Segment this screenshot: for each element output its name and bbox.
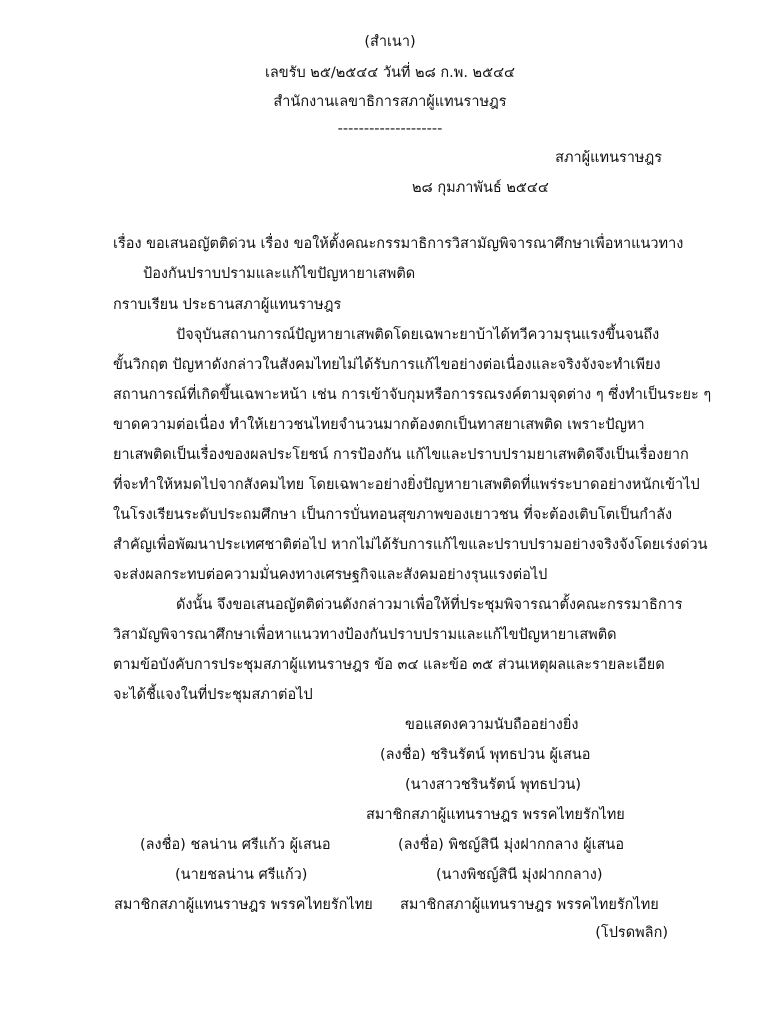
signatory-name: (นายชลน่าน ศรีแก้ว)	[175, 867, 308, 883]
paragraph-1-line: สำคัญเพื่อพัฒนาประเทศชาติต่อไป หากไม่ได้รับการแก้ไขและปราบปรามอย่างจริงจังโดยเร่งด่วน	[113, 537, 708, 553]
paragraph-1-line: ยาเสพติดเป็นเรื่องของผลประโยชน์ การป้องกัน แก้ไขและปราบปรามยาเสพติดจึงเป็นเรื่องยาก	[113, 447, 689, 463]
paragraph-1-line: ขั้นวิกฤต ปัญหาดังกล่าวในสังคมไทยไม่ได้รับการแก้ไขอย่างต่อเนื่องและจริงจังจะทำเพียง	[113, 357, 661, 373]
signatory-name: (นางพิชญ์สินี มุ่งฝากกลาง)	[436, 867, 603, 883]
header-divider: --------------------	[337, 121, 443, 137]
letter-date: ๒๘ กุมภาพันธ์ ๒๕๔๔	[412, 180, 549, 196]
paragraph-1-line: สถานการณ์ที่เกิดขึ้นเฉพาะหน้า เช่น การเข้าจับกุมหรือการรณรงค์ตามจุดต่าง ๆ ซึ่งทำเป็นระยะ ๆ	[113, 387, 712, 403]
office-name: สำนักงานเลขาธิการสภาผู้แทนราษฎร	[273, 94, 507, 110]
signatory-position: สมาชิกสภาผู้แทนราษฎร พรรคไทยรักไทย	[400, 897, 659, 913]
signature-line: (ลงชื่อ) ชลน่าน ศรีแก้ว ผู้เสนอ	[140, 837, 331, 853]
signatory-position: สมาชิกสภาผู้แทนราษฎร พรรคไทยรักไทย	[366, 807, 625, 823]
signature-line: (ลงชื่อ) ชรินรัตน์ พุทธปวน ผู้เสนอ	[380, 747, 591, 763]
salutation: กราบเรียน ประธานสภาผู้แทนราษฎร	[113, 297, 342, 313]
turn-over-note: (โปรดพลิก)	[595, 925, 668, 941]
paragraph-1-line: ขาดความต่อเนื่อง ทำให้เยาวชนไทยจำนวนมากต้องตกเป็นทาสยาเสพติด เพราะปัญหา	[113, 417, 645, 433]
paragraph-2-line: ดังนั้น จึงขอเสนอญัตติด่วนดังกล่าวมาเพื่อให้ที่ประชุมพิจารณาตั้งคณะกรรมาธิการ	[176, 597, 683, 613]
paragraph-1-line: จะส่งผลกระทบต่อความมั่นคงทางเศรษฐกิจและสังคมอย่างรุนแรงต่อไป	[113, 567, 548, 583]
signatory-position: สมาชิกสภาผู้แทนราษฎร พรรคไทยรักไทย	[114, 897, 373, 913]
paragraph-2-line: ตามข้อบังคับการประชุมสภาผู้แทนราษฎร ข้อ ๓๔ และข้อ ๓๕ ส่วนเหตุผลและรายละเอียด	[113, 657, 665, 673]
closing: ขอแสดงความนับถืออย่างยิ่ง	[405, 717, 579, 733]
copy-mark: (สำเนา)	[364, 34, 416, 50]
paragraph-2-line: วิสามัญพิจารณาศึกษาเพื่อหาแนวทางป้องกันปราบปรามและแก้ไขปัญหายาเสพติด	[113, 627, 617, 643]
paragraph-1-line: ที่จะทำให้หมดไปจากสังคมไทย โดยเฉพาะอย่างยิ่งปัญหายาเสพติดที่แพร่ระบาดอย่างหนักเข้าไป	[113, 477, 700, 493]
signatory-name: (นางสาวชรินรัตน์ พุทธปวน)	[405, 777, 582, 793]
addressee-place: สภาผู้แทนราษฎร	[555, 150, 662, 166]
paragraph-2-line: จะได้ชี้แจงในที่ประชุมสภาต่อไป	[113, 687, 313, 703]
signature-line: (ลงชื่อ) พิชญ์สินี มุ่งฝากกลาง ผู้เสนอ	[398, 837, 625, 853]
paragraph-1-line: ในโรงเรียนระดับประถมศึกษา เป็นการบั่นทอนสุขภาพของเยาวชน ที่จะต้องเติบโตเป็นกำลัง	[113, 507, 673, 523]
subject-line-1: เรื่อง ขอเสนอญัตติด่วน เรื่อง ขอให้ตั้งคณะกรรมาธิการวิสามัญพิจารณาศึกษาเพื่อหาแนวทาง	[113, 236, 684, 252]
paragraph-1-line: ปัจจุบันสถานการณ์ปัญหายาเสพติดโดยเฉพาะยาบ้าได้ทวีความรุนแรงขึ้นจนถึง	[176, 327, 660, 343]
subject-line-2: ป้องกันปราบปรามและแก้ไขปัญหายาเสพติด	[143, 266, 416, 282]
receipt-number: เลขรับ ๒๕/๒๕๔๔ วันที่ ๒๘ ก.พ. ๒๕๔๔	[264, 65, 516, 81]
